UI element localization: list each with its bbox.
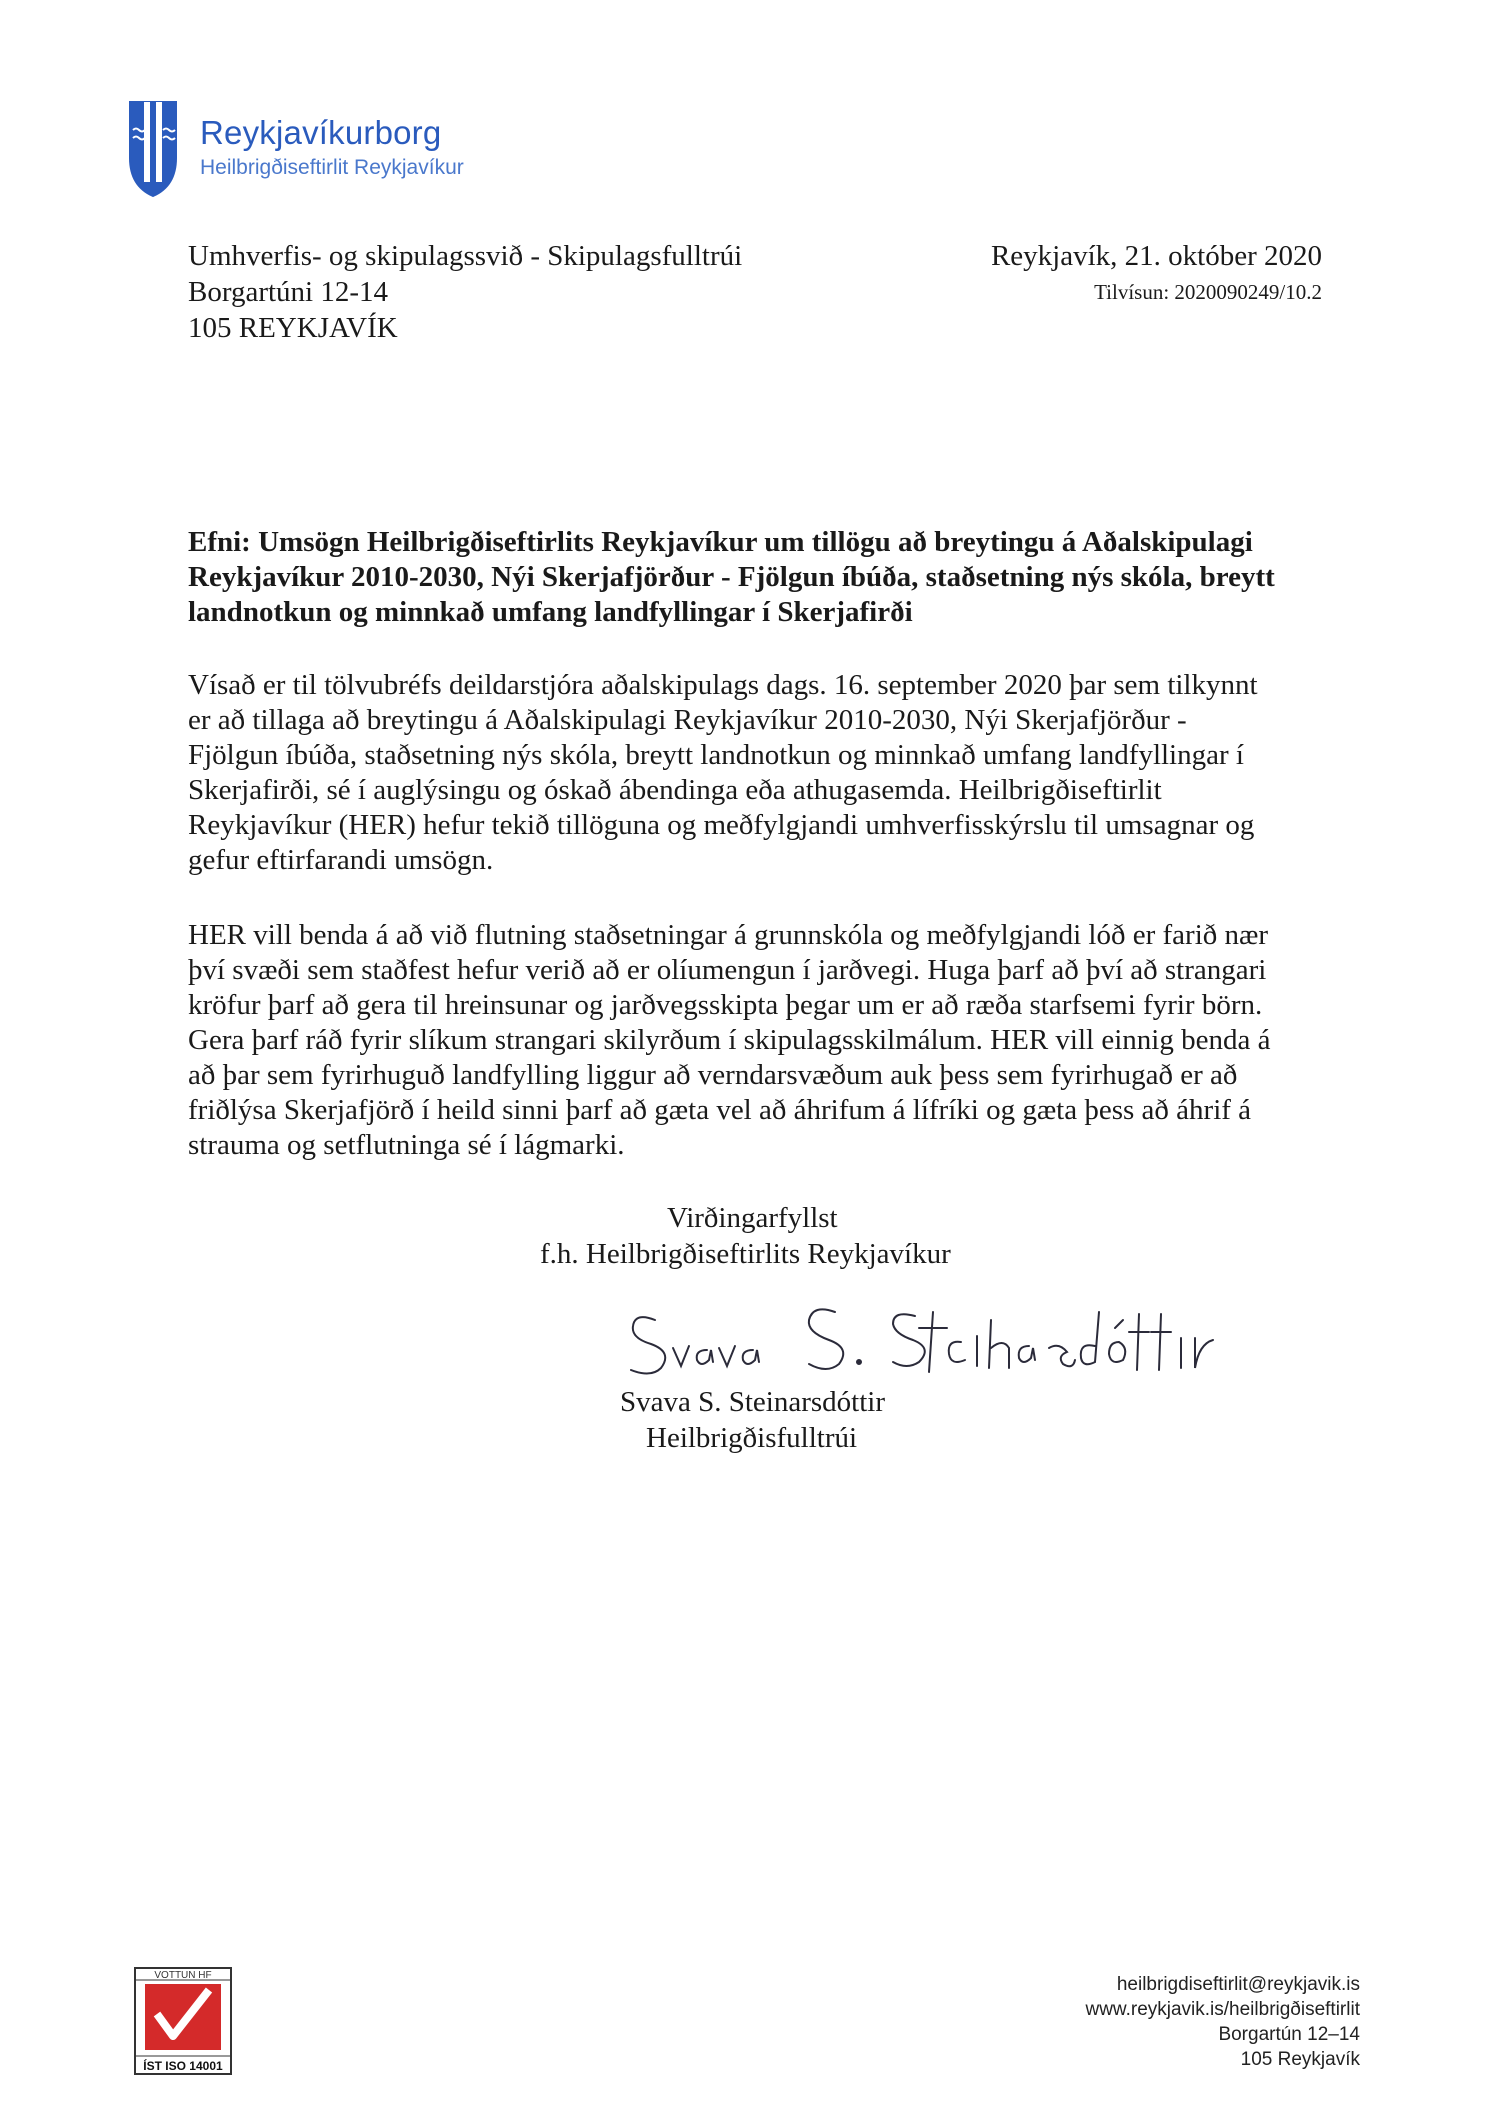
footer-email[interactable]: heilbrigdiseftirlit@reykjavik.is <box>1116 1974 1360 1995</box>
paragraph-line: því svæði sem staðfest hefur verið að er olíumengun í jarðvegi. Huga þarf að því að strangari <box>188 954 1267 986</box>
body-paragraph-1 <box>188 668 1338 878</box>
letter-date: Reykjavík, 21. október 2020 <box>990 240 1322 272</box>
paragraph-line: kröfur þarf að gera til hreinsunar og jarðvegsskipta þegar um er að ræða starfsemi fyrir börn. <box>188 989 1263 1021</box>
paragraph-line: friðlýsa Skerjafjörð í heild sinni þarf að gæta vel að áhrifum á lífríki og gæta þess að áhrif á <box>188 1094 1252 1126</box>
footer-street: Borgartún 12–14 <box>1218 2024 1360 2045</box>
paragraph-line: Vísað er til tölvubréfs deildarstjóra aðalskipulags dags. 16. september 2020 þar sem tilkynnt <box>188 669 1258 701</box>
organization-department: Heilbrigðiseftirlit Reykjavíkur <box>200 156 464 179</box>
footer-website[interactable]: www.reykjavik.is/heilbrigðiseftirlit <box>1085 1999 1360 2020</box>
closing <box>540 1200 951 1272</box>
paragraph-line: gefur eftirfarandi umsögn. <box>188 844 494 876</box>
paragraph-line: HER vill benda á að við flutning staðsetningar á grunnskóla og meðfylgjandi lóð er farið nær <box>188 919 1269 951</box>
subject-line: Efni: Umsögn Heilbrigðiseftirlits Reykjavíkur um tillögu að breytingu á Aðalskipulagi <box>188 526 1253 558</box>
recipient-line: 105 REYKJAVÍK <box>188 312 398 344</box>
paragraph-line: er að tillaga að breytingu á Aðalskipulagi Reykjavíkur 2010-2030, Nýi Skerjafjörður - <box>188 704 1187 736</box>
letter-subject <box>188 525 1338 630</box>
body-paragraph-2 <box>188 918 1338 1163</box>
recipient-line: Borgartúni 12-14 <box>188 276 389 308</box>
organization-name: Reykjavíkurborg <box>200 114 442 151</box>
recipient-address <box>188 238 742 346</box>
paragraph-line: að þar sem fyrirhuguð landfylling liggur að verndarsvæðum auk þess sem fyrirhugað er að <box>188 1059 1238 1091</box>
paragraph-line: Gera þarf ráð fyrir slíkum strangari skilyrðum í skipulagsskilmálum. HER vill einnig benda á <box>188 1024 1271 1056</box>
subject-line: landnotkun og minnkað umfang landfyllingar í Skerjafirði <box>188 596 913 628</box>
closing-on-behalf: f.h. Heilbrigðiseftirlits Reykjavíkur <box>540 1238 951 1270</box>
iso-certification-badge <box>133 1966 233 2076</box>
cert-bottom-label: ÍST ISO 14001 <box>143 2059 223 2073</box>
signer-name: Svava S. Steinarsdóttir <box>620 1386 886 1418</box>
footer-postal: 105 Reykjavík <box>1240 2049 1360 2070</box>
cert-top-label: VOTTUN HF <box>154 1970 212 1981</box>
reykjavik-coat-of-arms-icon <box>128 100 178 198</box>
reference-number: Tilvísun: 2020090249/10.2 <box>1094 280 1322 304</box>
subject-line: Reykjavíkur 2010-2030, Nýi Skerjafjörður - Fjölgun íbúða, staðsetning nýs skóla, breytt <box>188 561 1275 593</box>
footer-contact <box>1085 1972 1360 2072</box>
handwritten-signature <box>615 1298 1215 1398</box>
recipient-line: Umhverfis- og skipulagssvið - Skipulagsfulltrúi <box>188 240 743 272</box>
paragraph-line: Fjölgun íbúða, staðsetning nýs skóla, breytt landnotkun og minnkað umfang landfyllingar í <box>188 739 1244 771</box>
closing-salutation: Virðingarfyllst <box>667 1202 838 1234</box>
paragraph-line: Skerjafirði, sé í auglýsingu og óskað ábendinga eða athugasemda. Heilbrigðiseftirlit <box>188 774 1162 806</box>
signer-title: Heilbrigðisfulltrúi <box>646 1422 858 1454</box>
signer-block <box>620 1384 885 1456</box>
paragraph-line: Reykjavíkur (HER) hefur tekið tillöguna og meðfylgjandi umhverfisskýrslu til umsagnar og <box>188 809 1255 841</box>
paragraph-line: strauma og setflutninga sé í lágmarki. <box>188 1129 625 1161</box>
